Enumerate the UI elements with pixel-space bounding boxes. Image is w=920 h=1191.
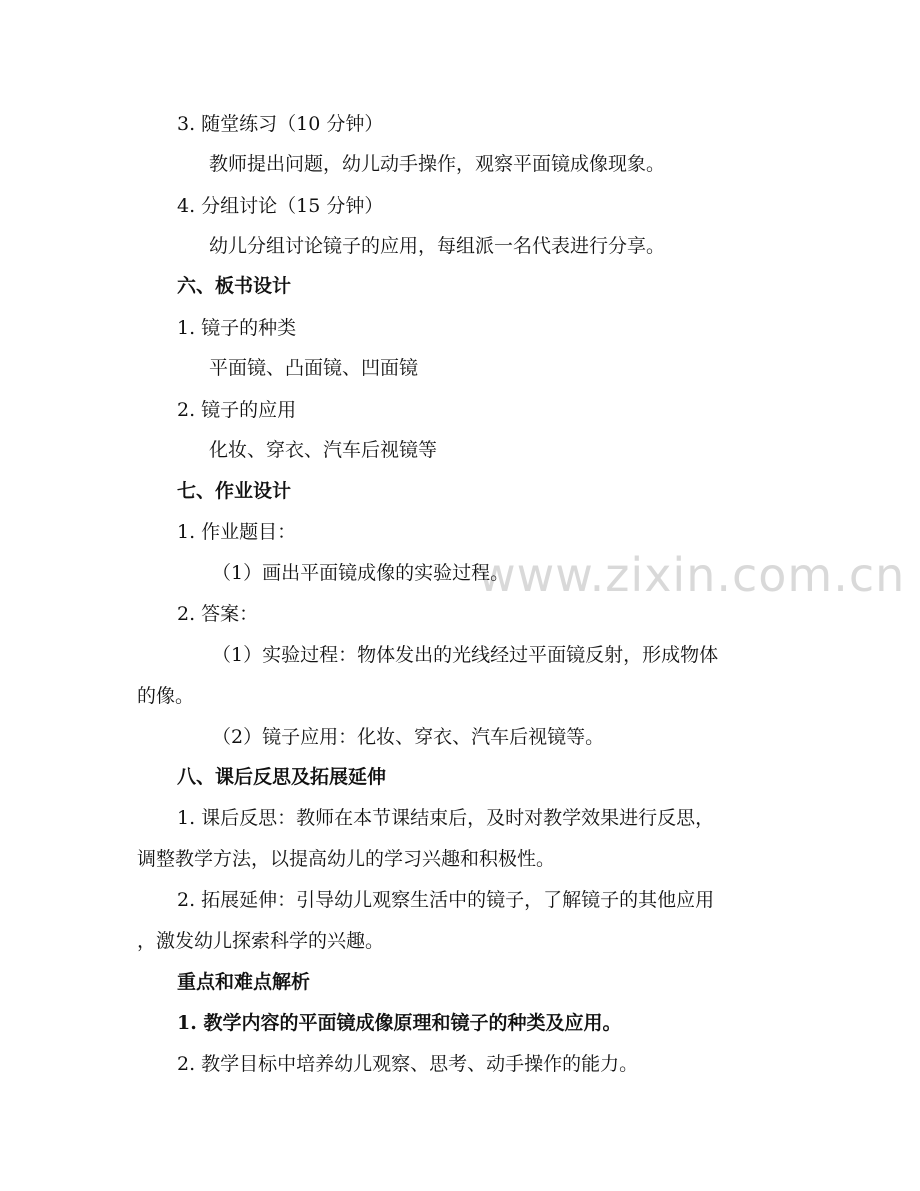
paragraph-continuation: 的像。 bbox=[137, 685, 195, 707]
list-item: 3. 随堂练习（10 分钟） bbox=[177, 113, 384, 135]
paragraph-continuation: 调整教学方法，以提高幼儿的学习兴趣和积极性。 bbox=[137, 848, 556, 870]
paragraph-continuation: ，激发幼儿探索科学的兴趣。 bbox=[137, 930, 385, 952]
sub-list-item: （1）画出平面镜成像的实验过程。 bbox=[212, 562, 510, 584]
paragraph: 教师提出问题，幼儿动手操作，观察平面镜成像现象。 bbox=[209, 153, 666, 175]
section-heading: 六、板书设计 bbox=[177, 275, 292, 297]
paragraph: 幼儿分组讨论镜子的应用，每组派一名代表进行分享。 bbox=[209, 235, 666, 257]
list-item: 1. 课后反思：教师在本节课结束后，及时对教学效果进行反思， bbox=[177, 807, 715, 829]
paragraph: 平面镜、凸面镜、凹面镜 bbox=[209, 357, 419, 379]
list-item: 2. 拓展延伸：引导幼儿观察生活中的镜子，了解镜子的其他应用 bbox=[177, 889, 715, 911]
list-item: 1. 镜子的种类 bbox=[177, 317, 297, 339]
list-item: 2. 答案： bbox=[177, 603, 259, 625]
list-item: 1. 作业题目： bbox=[177, 521, 297, 543]
section-heading: 七、作业设计 bbox=[177, 480, 292, 502]
section-heading: 重点和难点解析 bbox=[177, 971, 311, 993]
sub-list-item: （1）实验过程：物体发出的光线经过平面镜反射，形成物体 bbox=[212, 644, 719, 666]
list-item: 2. 镜子的应用 bbox=[177, 399, 297, 421]
paragraph: 化妆、穿衣、汽车后视镜等 bbox=[209, 439, 438, 461]
watermark: www.zixin.com.cn bbox=[478, 548, 906, 602]
section-heading: 八、课后反思及拓展延伸 bbox=[177, 766, 387, 788]
list-item: 4. 分组讨论（15 分钟） bbox=[177, 195, 384, 217]
list-item: 2. 教学目标中培养幼儿观察、思考、动手操作的能力。 bbox=[177, 1053, 639, 1075]
list-item: 1. 教学内容的平面镜成像原理和镜子的种类及应用。 bbox=[177, 1012, 622, 1034]
sub-list-item: （2）镜子应用：化妆、穿衣、汽车后视镜等。 bbox=[212, 726, 605, 748]
